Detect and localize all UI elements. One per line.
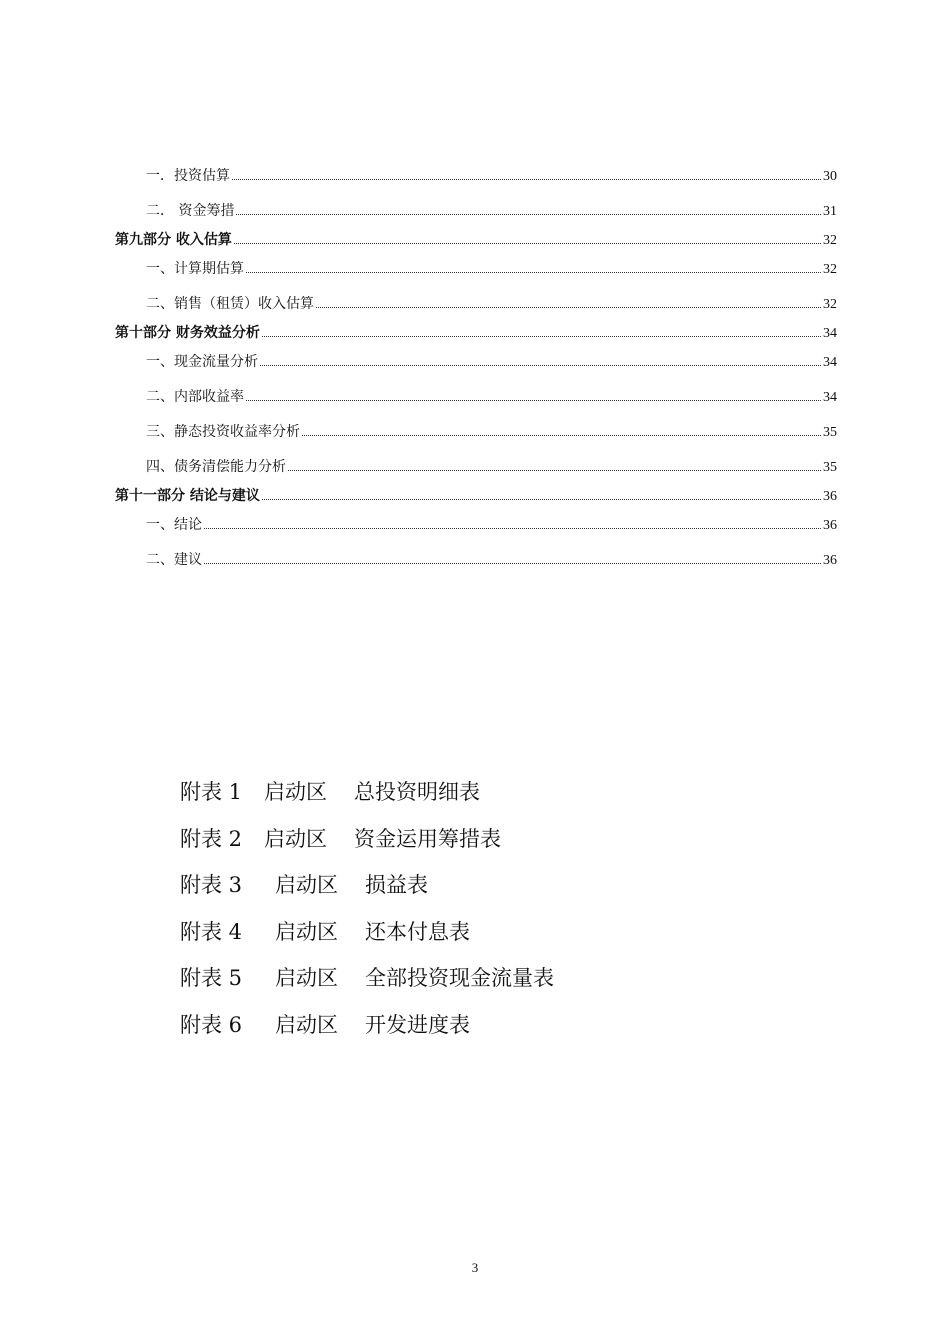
toc-entry-title: 第十一部分 结论与建议 [115, 488, 260, 504]
toc-entry-page: 32 [823, 262, 837, 277]
toc-part-entry[interactable] [115, 231, 837, 250]
toc-entry[interactable] [146, 202, 837, 221]
toc-entry-page: 30 [823, 169, 837, 184]
appendix-item [180, 919, 470, 945]
appendix-label: 附表 1 [180, 780, 243, 804]
toc-entry[interactable] [146, 353, 837, 372]
toc-entry-page: 34 [823, 355, 837, 370]
toc-entry-title: 二． 资金筹措 [146, 203, 235, 219]
toc-entry-page: 35 [823, 460, 837, 475]
toc-leader-dots [246, 271, 821, 273]
toc-entry-page: 32 [823, 297, 837, 312]
toc-entry-page: 35 [823, 425, 837, 440]
appendix-name: 全部投资现金流量表 [365, 966, 554, 990]
toc-entry[interactable] [146, 516, 837, 535]
appendix-label: 附表 2 [180, 827, 243, 851]
appendix-zone: 启动区 [264, 827, 327, 851]
toc-entry-page: 32 [823, 233, 837, 248]
toc-leader-dots [288, 469, 821, 471]
toc-entry-page: 36 [823, 518, 837, 533]
toc-leader-dots [246, 399, 821, 401]
toc-entry[interactable] [146, 423, 837, 442]
toc-entry-page: 34 [823, 390, 837, 405]
toc-leader-dots [262, 498, 821, 500]
appendix-item [180, 965, 554, 991]
appendix-item [180, 826, 501, 852]
toc-entry[interactable] [146, 388, 837, 407]
toc-entry-page: 36 [823, 553, 837, 568]
appendix-item [180, 1012, 470, 1038]
appendix-item [180, 872, 428, 898]
page-number: 3 [471, 1260, 479, 1275]
toc-leader-dots [302, 434, 821, 436]
toc-entry[interactable] [146, 295, 837, 314]
appendix-label: 附表 5 [180, 966, 243, 990]
appendix-label: 附表 4 [180, 920, 243, 944]
toc-entry-title: 二、内部收益率 [146, 389, 244, 405]
toc-leader-dots [262, 335, 821, 337]
toc-entry-title: 一．投资估算 [146, 168, 230, 184]
toc-leader-dots [234, 242, 821, 244]
appendix-zone: 启动区 [264, 780, 327, 804]
appendix-zone: 启动区 [275, 920, 338, 944]
appendix-zone: 启动区 [275, 873, 338, 897]
toc-part-entry[interactable] [115, 324, 837, 343]
appendix-name: 损益表 [365, 873, 428, 897]
toc-leader-dots [260, 364, 821, 366]
toc-leader-dots [232, 178, 821, 180]
appendix-label: 附表 3 [180, 873, 243, 897]
appendix-name: 开发进度表 [365, 1013, 470, 1037]
toc-entry-title: 四、债务清偿能力分析 [146, 459, 286, 475]
toc-leader-dots [316, 306, 821, 308]
toc-entry-page: 36 [823, 489, 837, 504]
toc-entry-title: 第十部分 财务效益分析 [115, 325, 260, 341]
appendix-item [180, 779, 480, 805]
toc-entry[interactable] [146, 167, 837, 186]
toc-entry-title: 第九部分 收入估算 [115, 232, 232, 248]
appendix-zone: 启动区 [275, 966, 338, 990]
toc-leader-dots [236, 213, 821, 215]
toc-entry[interactable] [146, 260, 837, 279]
toc-part-entry[interactable] [115, 487, 837, 506]
appendix-name: 还本付息表 [365, 920, 470, 944]
toc-entry-title: 二、销售（租赁）收入估算 [146, 296, 314, 312]
toc-entry-title: 一、计算期估算 [146, 261, 244, 277]
toc-entry-title: 一、现金流量分析 [146, 354, 258, 370]
toc-leader-dots [204, 527, 821, 529]
appendix-name: 总投资明细表 [354, 780, 480, 804]
toc-entry-title: 二、建议 [146, 552, 202, 568]
toc-entry-title: 三、静态投资收益率分析 [146, 424, 300, 440]
toc-entry-page: 34 [823, 326, 837, 341]
toc-leader-dots [204, 562, 821, 564]
toc-entry[interactable] [146, 458, 837, 477]
appendix-name: 资金运用筹措表 [354, 827, 501, 851]
toc-entry-page: 31 [823, 204, 837, 219]
appendix-label: 附表 6 [180, 1013, 243, 1037]
toc-entry-title: 一、结论 [146, 517, 202, 533]
appendix-zone: 启动区 [275, 1013, 338, 1037]
toc-entry[interactable] [146, 551, 837, 570]
